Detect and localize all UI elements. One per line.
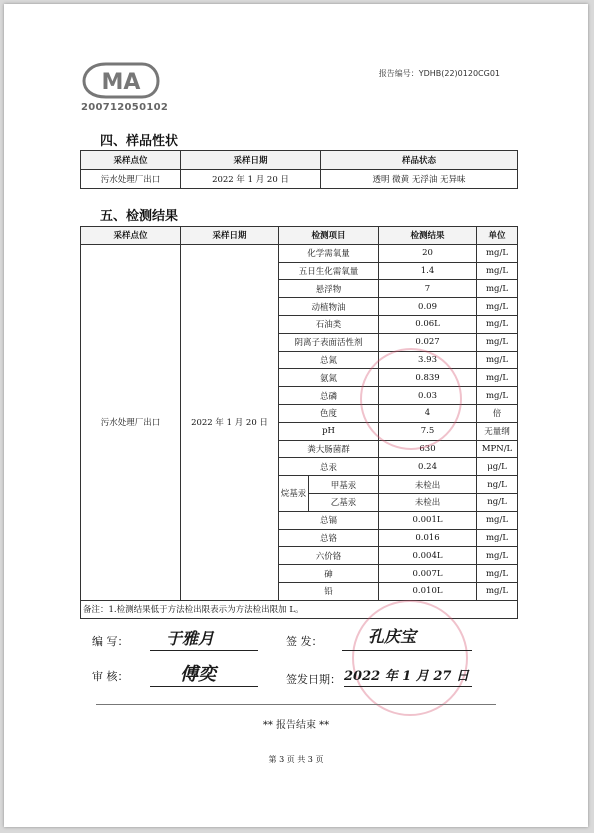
th-unit: 单位 — [477, 227, 518, 245]
issuer-line — [342, 650, 472, 651]
reviewer-signature: 傅奕 — [180, 664, 216, 685]
table-row: 石油类 0.06L mg/L — [81, 315, 518, 333]
issue-date-label: 签发日期： — [286, 673, 341, 686]
cma-logo-icon — [82, 60, 160, 100]
th-state: 样品状态 — [321, 151, 518, 170]
table-row: 动植物油 0.09 mg/L — [81, 298, 518, 316]
table-row: 六价铬 0.004L mg/L — [81, 547, 518, 565]
table-row: 总铬 0.016 mg/L — [81, 529, 518, 547]
table-row: 阴离子表面活性剂 0.027 mg/L — [81, 333, 518, 351]
table-row: 总磷 0.03 mg/L — [81, 387, 518, 405]
section5-title: 五、检测结果 — [100, 209, 179, 224]
report-end: ** 报告结束 ** — [262, 720, 330, 731]
table-row: 氨氮 0.839 mg/L — [81, 369, 518, 387]
issue-date-value: 2022 年 1 月 27 日 — [344, 669, 469, 684]
issuer-label: 签 发： — [286, 635, 323, 648]
page-number: 第 3 页 共 3 页 — [268, 755, 324, 764]
cert-number: 200712050102 — [81, 102, 169, 113]
table-row: 乙基汞 未检出 ng/L — [81, 493, 518, 511]
reviewer-label: 审 核： — [92, 670, 129, 683]
section4-title: 四、样品性状 — [100, 134, 179, 149]
th-result: 检测结果 — [379, 227, 477, 245]
seal-stamp — [360, 348, 462, 450]
compiler-signature: 于雅月 — [166, 629, 215, 648]
table-row: 总镉 0.001L mg/L — [81, 511, 518, 529]
th-site: 采样点位 — [81, 227, 181, 245]
table-row: 砷 0.007L mg/L — [81, 565, 518, 583]
table-row: 铅 0.010L mg/L — [81, 582, 518, 600]
cell-date: 2022 年 1 月 20 日 — [181, 244, 279, 600]
table-row: 色度 4 倍 — [81, 404, 518, 422]
table-row: 五日生化需氧量 1.4 mg/L — [81, 262, 518, 280]
report-number: 报告编号：YDHB(22)0120CG01 — [378, 69, 500, 78]
cell-site: 污水处理厂出口 — [81, 244, 181, 600]
compiler-line — [150, 650, 258, 651]
cell-site: 污水处理厂出口 — [81, 170, 181, 189]
table-row: 总氮 3.93 mg/L — [81, 351, 518, 369]
sample-status-table — [80, 150, 518, 189]
cell-date: 2022 年 1 月 20 日 — [181, 170, 321, 189]
cell-state: 透明 微黄 无浮油 无异味 — [321, 170, 518, 189]
table-row: 污水处理厂出口 2022 年 1 月 20 日 化学需氧量 20 mg/L — [81, 244, 518, 262]
table-row: 总汞 0.24 μg/L — [81, 458, 518, 476]
table-row: 烷基汞 甲基汞 未检出 ng/L — [81, 476, 518, 494]
table-row: 粪大肠菌群 630 MPN/L — [81, 440, 518, 458]
table-note: 备注：1.检测结果低于方法检出限表示为方法检出限加 L。 — [81, 600, 518, 618]
th-item: 检测项目 — [279, 227, 379, 245]
seal-stamp — [352, 600, 468, 716]
compiler-label: 编 写： — [92, 635, 129, 648]
issuer-signature: 孔庆宝 — [368, 627, 417, 646]
report-page — [4, 4, 588, 827]
table-row: pH 7.5 无量纲 — [81, 422, 518, 440]
table-row: 悬浮物 7 mg/L — [81, 280, 518, 298]
th-date: 采样日期 — [181, 151, 321, 170]
alkyl-mercury-group: 烷基汞 — [279, 476, 309, 512]
reviewer-line — [150, 686, 258, 687]
th-date: 采样日期 — [181, 227, 279, 245]
th-site: 采样点位 — [81, 151, 181, 170]
issue-date-line — [344, 686, 472, 687]
logo-text: MA — [101, 70, 141, 95]
divider — [96, 704, 496, 705]
